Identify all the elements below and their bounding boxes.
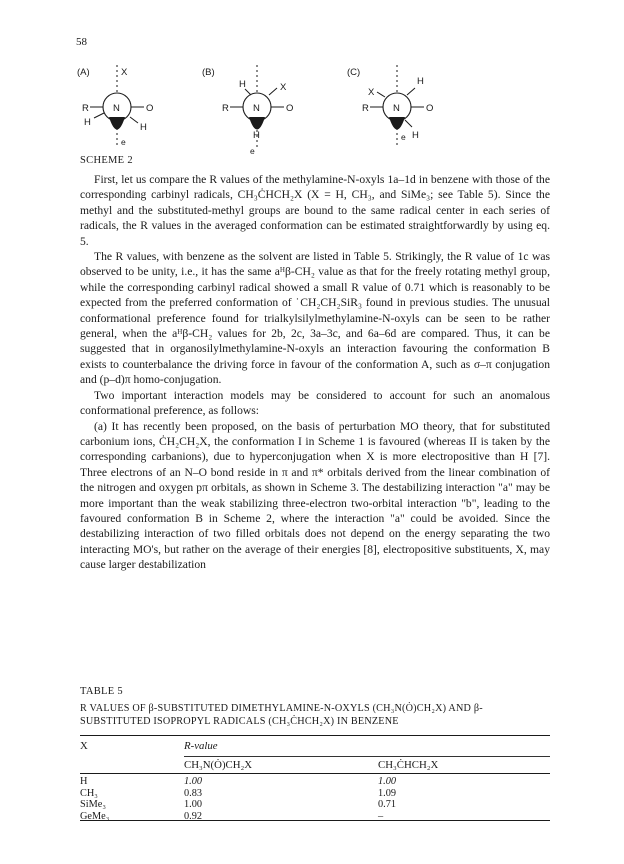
label-c: (C) — [347, 67, 361, 78]
scheme-caption: SCHEME 2 — [80, 155, 133, 166]
svg-text:e: e — [401, 132, 406, 142]
table-cell: 1.00 — [184, 776, 203, 787]
table-col-oxyl — [184, 776, 202, 822]
page-number: 58 — [76, 36, 87, 48]
label-b: (B) — [202, 67, 215, 78]
table-cell: 0.83 — [184, 787, 203, 799]
body-text — [80, 172, 550, 573]
table-header-oxyl: CH₃N(Ȯ)CH₂X — [184, 759, 253, 771]
paragraph: Two important interaction models may be considered to account for such an anomalous conformational preference, as follows: — [80, 388, 550, 418]
paragraph: (a) It has recently been proposed, on the basis of perturbation MO theory, that for substituted carbonium ions, ĊH₂CH₂X, the conformation I in Scheme 1 is favoured (whereas II is taken by the corresponding carbanions), due to hyperconjugation when X is more electropositive than H [7]. Three electrons of an N–O bond reside in π and π* orbitals derived from the linear combination of the nitrogen and oxygen pπ orbitals, as shown in Scheme 3. The destabilizing interaction "a" may be more important than the weak stabilizing three-electron two-orbital interaction "b", leading to the favoured conformation B in Scheme 2, where the interaction "a" could be avoided. Since the destabilizing interaction of two filled orbitals does not depend on the energy separating the two interacting MO's, but rather on the average of their energies [8], electropositive substituents, X, may cause larger destabilization — [80, 419, 550, 572]
svg-text:N: N — [253, 103, 260, 114]
table-cell: 0.92 — [184, 810, 203, 822]
svg-text:H: H — [140, 122, 147, 133]
svg-text:R: R — [362, 103, 369, 114]
label-a: (A) — [77, 67, 90, 78]
svg-text:X: X — [280, 82, 287, 93]
newman-projection-b — [202, 65, 293, 156]
svg-text:H: H — [417, 76, 424, 87]
svg-text:e: e — [250, 146, 255, 156]
table-col-radical — [378, 776, 396, 822]
table-header-r-value: R-value — [184, 740, 218, 752]
svg-text:O: O — [146, 103, 154, 114]
paragraph: The R values, with benzene as the solvent are listed in Table 5. Strikingly, the R value of 1c was observed to be unity, i.e., it has the same aᴴβ-CH₂ value as that for the freely rotating methyl group, while the corresponding carbinyl radical showed a small R value of 0.71 which is reasonably to be expected from the preferred conformation of ˙CH₂CH₂SiR₃ found in previous studies. The unusual conformational preference found for trialkylsilylmethylamine-N-oxyls can be seen to be rather general, when the aᴴβ-CH₂ values for 2b, 2c, 3a–3c, and 6a–6d are compared. Thus, it can be suggested that in organosilylmethylamine-N-oxyls an interaction favouring the conformation B exists to counterbalance the driving force in favour of the conformation A, such as σ–π conjugation and (p–d)π homo-conjugation. — [80, 250, 550, 387]
svg-text:X: X — [121, 67, 128, 78]
svg-text:R: R — [82, 103, 89, 114]
table-cell: 1.00 — [184, 799, 203, 811]
svg-text:O: O — [286, 103, 294, 114]
table-cell: 1.09 — [378, 787, 397, 799]
svg-text:O: O — [426, 103, 434, 114]
table-cell: CH₃ — [80, 787, 98, 799]
table-label: TABLE 5 — [80, 686, 123, 697]
table-header-radical: CH₃ĊHCH₂X — [378, 759, 439, 771]
svg-text:X: X — [368, 87, 375, 98]
table-top-rule — [80, 735, 550, 736]
paragraph: First, let us compare the R values of the methylamine-N-oxyls 1a–1d in benzene with those of the corresponding carbinyl radicals, CH₃ĊHCH₂X (X = H, CH₃, and SiMe₃; see Table 5). Since the methyl and the substituted-methyl groups are bound to the same radical center in each series of radicals, the R values in the averaged conformation can be estimated straightforwardly by using eq. 5. — [80, 173, 550, 248]
table-col-x — [80, 776, 109, 822]
svg-text:N: N — [113, 103, 120, 114]
table-cell: H — [80, 776, 88, 787]
svg-text:H: H — [253, 130, 260, 141]
newman-projection-c — [347, 65, 433, 148]
table-cell: 1.00 — [378, 776, 397, 787]
table-header-x: X — [80, 740, 88, 752]
svg-text:e: e — [121, 137, 126, 147]
table-bottom-rule — [80, 820, 550, 821]
table-caption: R VALUES OF β-SUBSTITUTED DIMETHYLAMINE-N-OXYLS (CH₃N(Ȯ)CH₂X) AND β-SUBSTITUTED ISOPROPYL RADICALS (CH₃ĊHCH₂X) IN BENZENE — [80, 703, 483, 727]
svg-text:H: H — [239, 79, 246, 90]
newman-projection-a — [77, 65, 153, 148]
table-cell: SiMe₃ — [80, 799, 106, 811]
svg-text:N: N — [393, 103, 400, 114]
table-sub-rule — [184, 756, 550, 757]
svg-text:H: H — [412, 130, 419, 141]
svg-text:H: H — [84, 117, 91, 128]
table-cell: GeMe₃ — [80, 810, 110, 822]
table-cell: 0.71 — [378, 799, 397, 811]
table-cell: – — [378, 810, 384, 822]
table-header-rule — [80, 773, 550, 774]
svg-text:R: R — [222, 103, 229, 114]
